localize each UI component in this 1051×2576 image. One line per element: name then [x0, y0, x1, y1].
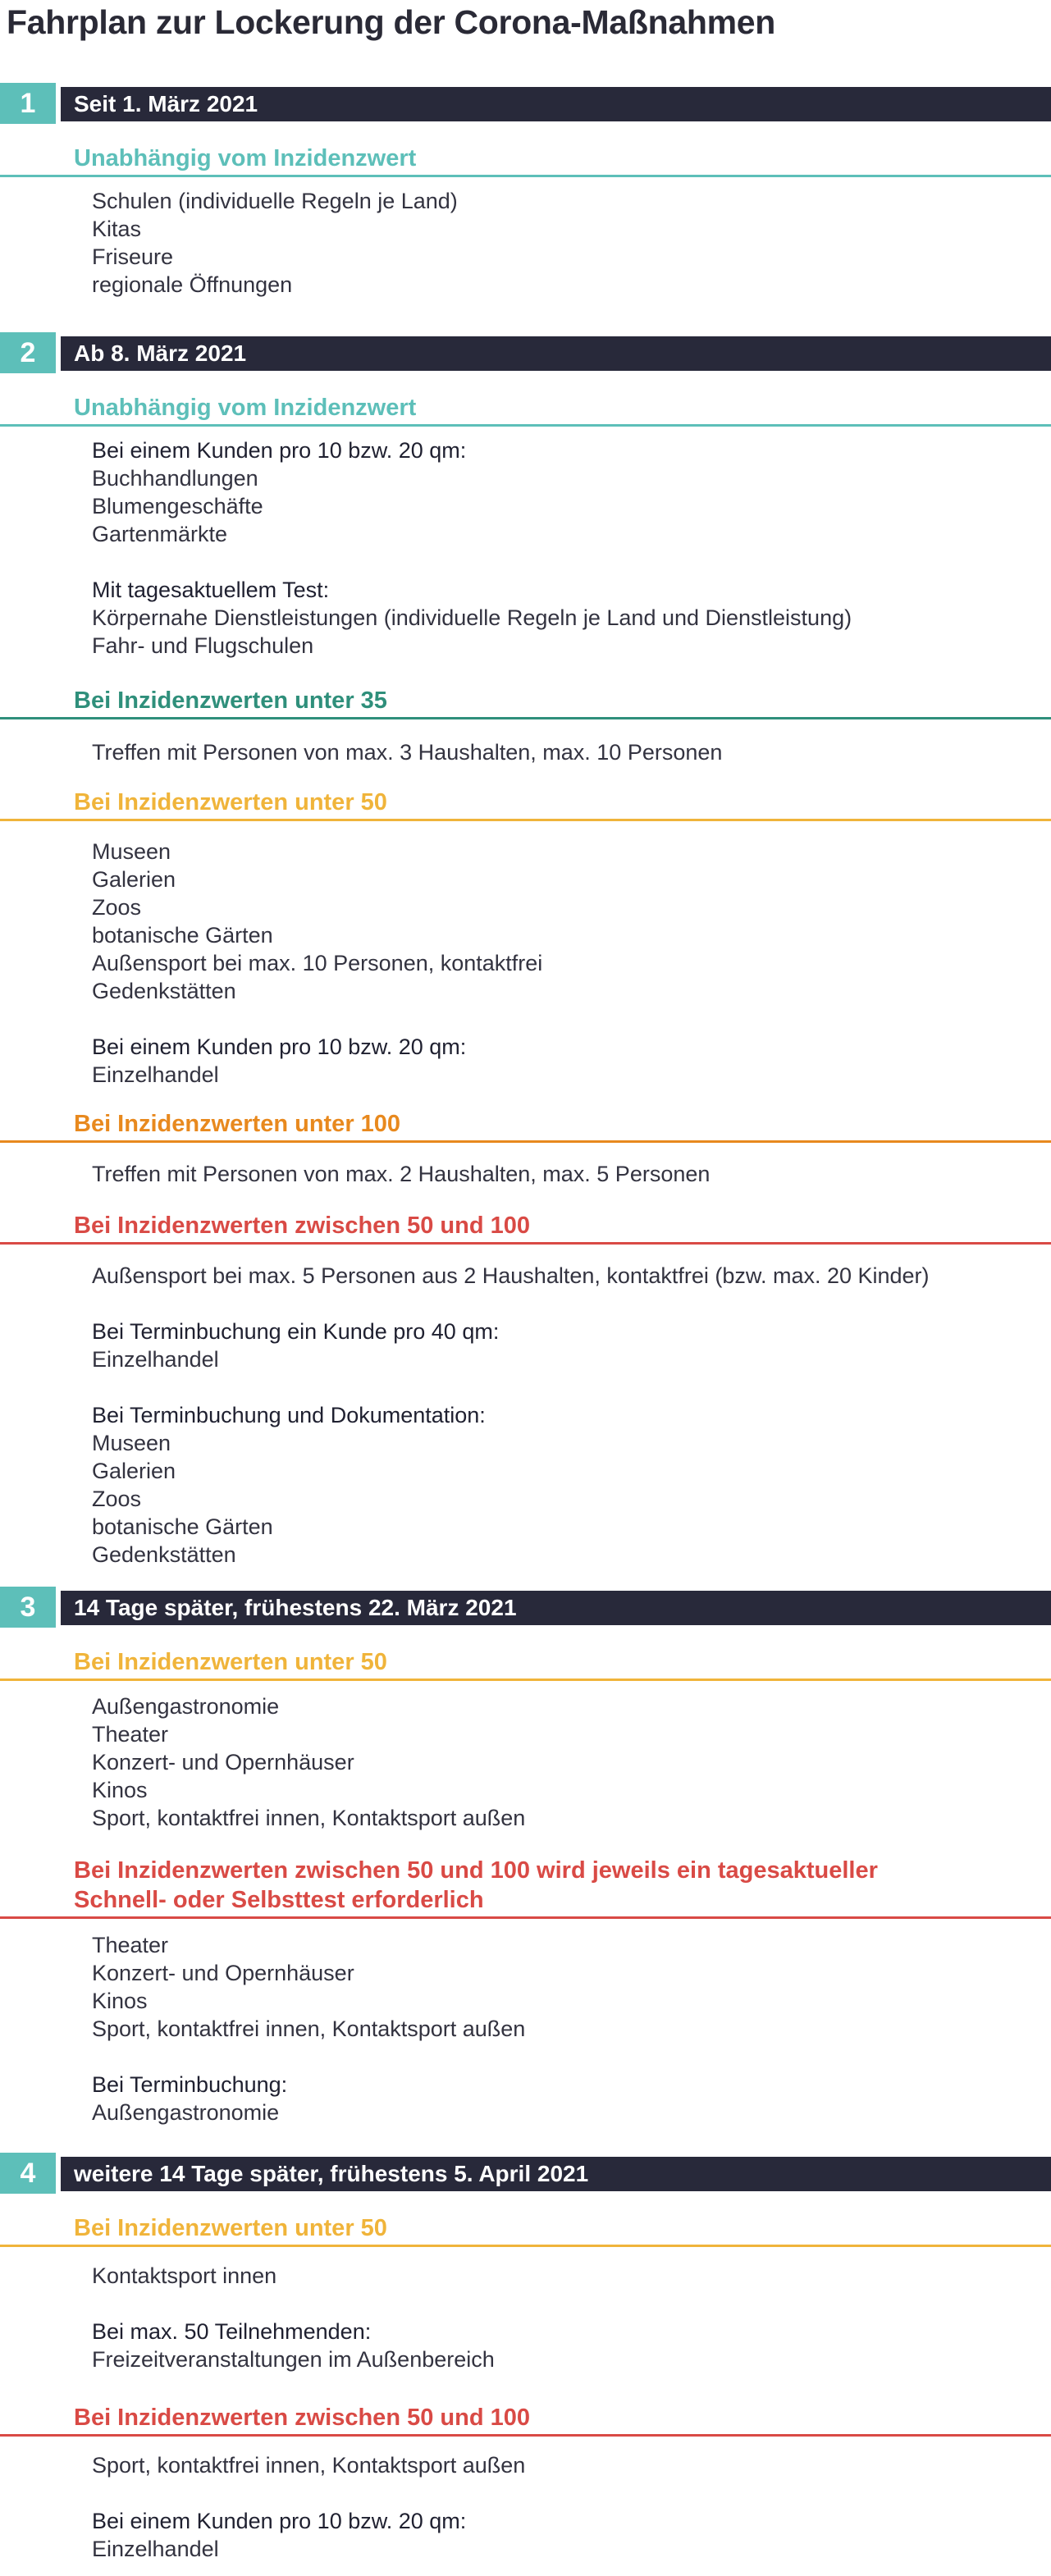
section-p4-unter-50	[0, 2213, 1051, 2372]
section-items	[92, 436, 1051, 660]
section-items	[92, 2262, 1051, 2373]
subheading: Bei einem Kunden pro 10 bzw. 20 qm:	[92, 2509, 467, 2533]
list-item: Außensport bei max. 5 Personen aus 2 Haushalten, kontaktfrei (bzw. max. 20 Kinder)	[92, 1263, 930, 1288]
list-item: Museen	[92, 839, 171, 864]
list-item: Gartenmärkte	[92, 522, 228, 546]
list-item: Kontaktsport innen	[92, 2263, 277, 2288]
section-p2-unter-50	[0, 788, 1051, 1087]
section-rule	[0, 1916, 1051, 1919]
section-rule	[0, 819, 1051, 821]
list-item: Blumengeschäfte	[92, 494, 263, 518]
section-p3-zwischen-50-100	[0, 1856, 1051, 2125]
section-p2-unter-35	[0, 686, 1051, 765]
list-item: Galerien	[92, 1459, 176, 1483]
list-item: botanische Gärten	[92, 923, 273, 948]
list-item: Körpernahe Dienstleistungen (individuelle Regeln je Land und Dienstleistung)	[92, 605, 852, 630]
phase-label: 14 Tage später, frühestens 22. März 2021	[61, 1591, 1051, 1625]
list-item: Friseure	[92, 244, 174, 269]
list-item: Außensport bei max. 10 Personen, kontaktfrei	[92, 951, 543, 975]
section-heading: Bei Inzidenzwerten unter 100	[74, 1111, 401, 1137]
list-item: Konzert- und Opernhäuser	[92, 1961, 354, 1985]
list-item: Einzelhandel	[92, 1347, 219, 1372]
phase-number: 2	[0, 332, 56, 373]
list-item: Kinos	[92, 1778, 148, 1802]
list-item: Freizeitveranstaltungen im Außenbereich	[92, 2347, 495, 2372]
list-item: Sport, kontaktfrei innen, Kontaktsport außen	[92, 2016, 526, 2041]
list-item: Sport, kontaktfrei innen, Kontaktsport außen	[92, 1806, 526, 1830]
phase-number: 3	[0, 1587, 56, 1628]
list-item: Zoos	[92, 895, 142, 920]
list-item: Zoos	[92, 1487, 142, 1511]
subheading: Bei Terminbuchung ein Kunde pro 40 qm:	[92, 1319, 500, 1344]
section-items	[92, 1160, 1051, 1188]
section-rule	[0, 1679, 1051, 1681]
phase-number: 4	[0, 2153, 56, 2194]
list-item: Fahr- und Flugschulen	[92, 633, 314, 658]
section-items	[92, 2451, 1051, 2563]
subheading: Bei Terminbuchung und Dokumentation:	[92, 1403, 486, 1427]
list-item: Buchhandlungen	[92, 466, 258, 491]
list-item: Konzert- und Opernhäuser	[92, 1750, 354, 1774]
section-rule	[0, 1140, 1051, 1143]
list-item: Gedenkstätten	[92, 979, 236, 1003]
section-p1-unabhaengig	[0, 144, 1051, 297]
list-item: Sport, kontaktfrei innen, Kontaktsport außen	[92, 2453, 526, 2478]
section-p4-zwischen-50-100	[0, 2403, 1051, 2561]
section-heading: Bei Inzidenzwerten unter 35	[74, 687, 387, 714]
section-items	[92, 187, 1051, 299]
list-item: Einzelhandel	[92, 1062, 219, 1087]
section-items	[92, 1262, 1051, 1569]
section-heading-cont: Schnell- oder Selbsttest erforderlich	[74, 1887, 484, 1913]
subheading: Bei einem Kunden pro 10 bzw. 20 qm:	[92, 1035, 467, 1059]
section-items	[92, 1931, 1051, 2126]
page-title: Fahrplan zur Lockerung der Corona-Maßnahmen	[7, 3, 776, 41]
section-heading: Unabhängig vom Inzidenzwert	[74, 395, 417, 421]
list-item: Einzelhandel	[92, 2537, 219, 2561]
section-heading: Bei Inzidenzwerten unter 50	[74, 789, 387, 815]
section-heading: Unabhängig vom Inzidenzwert	[74, 145, 417, 171]
list-item: Theater	[92, 1933, 169, 1957]
list-item: Theater	[92, 1722, 169, 1747]
phase-3-header	[0, 1587, 1051, 1628]
phase-4-header	[0, 2153, 1051, 2194]
section-rule	[0, 175, 1051, 177]
phase-1-header	[0, 83, 1051, 124]
section-items	[92, 1692, 1051, 1832]
list-item: Außengastronomie	[92, 1694, 280, 1719]
subheading: Bei einem Kunden pro 10 bzw. 20 qm:	[92, 438, 467, 463]
phase-number: 1	[0, 83, 56, 124]
section-rule	[0, 424, 1051, 427]
section-rule	[0, 2434, 1051, 2437]
phase-label: Seit 1. März 2021	[61, 87, 1051, 121]
section-items	[92, 738, 1051, 766]
section-heading: Bei Inzidenzwerten zwischen 50 und 100	[74, 1213, 530, 1239]
list-item: Kitas	[92, 217, 142, 241]
section-rule	[0, 1242, 1051, 1245]
list-item: Treffen mit Personen von max. 2 Haushalten, max. 5 Personen	[92, 1162, 711, 1186]
subheading: Bei Terminbuchung:	[92, 2072, 288, 2097]
list-item: regionale Öffnungen	[92, 272, 293, 297]
list-item: Kinos	[92, 1989, 148, 2013]
list-item: botanische Gärten	[92, 1514, 273, 1539]
section-heading: Bei Inzidenzwerten unter 50	[74, 2215, 387, 2241]
list-item: Museen	[92, 1431, 171, 1455]
section-p2-zwischen-50-100	[0, 1211, 1051, 1567]
section-heading: Bei Inzidenzwerten zwischen 50 und 100 wird jeweils ein tagesaktueller	[74, 1857, 878, 1884]
list-item: Außengastronomie	[92, 2100, 280, 2125]
section-heading: Bei Inzidenzwerten zwischen 50 und 100	[74, 2405, 530, 2431]
list-item: Gedenkstätten	[92, 1542, 236, 1567]
section-rule	[0, 717, 1051, 719]
subheading: Bei max. 50 Teilnehmenden:	[92, 2319, 372, 2344]
list-item: Treffen mit Personen von max. 3 Haushalten, max. 10 Personen	[92, 740, 723, 765]
phase-2-header	[0, 332, 1051, 373]
section-heading: Bei Inzidenzwerten unter 50	[74, 1649, 387, 1675]
section-p2-unabhaengig	[0, 393, 1051, 658]
phase-label: weitere 14 Tage später, frühestens 5. April 2021	[61, 2157, 1051, 2191]
subheading: Mit tagesaktuellem Test:	[92, 578, 330, 602]
section-rule	[0, 2245, 1051, 2247]
section-items	[92, 838, 1051, 1089]
list-item: Galerien	[92, 867, 176, 892]
section-p3-unter-50	[0, 1647, 1051, 1830]
list-item: Schulen (individuelle Regeln je Land)	[92, 189, 458, 213]
section-p2-unter-100	[0, 1109, 1051, 1186]
phase-label: Ab 8. März 2021	[61, 336, 1051, 371]
